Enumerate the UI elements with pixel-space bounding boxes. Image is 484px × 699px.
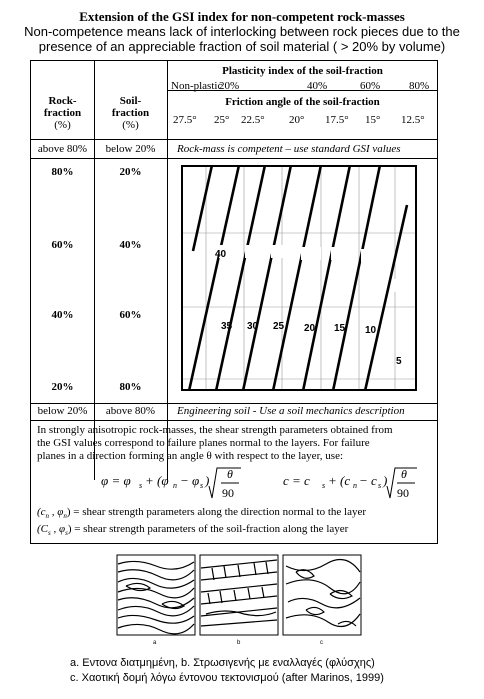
plasticity-nonplastic: Non-plastic xyxy=(171,80,223,92)
gsi-table xyxy=(30,60,438,544)
svg-text:− φ: − φ xyxy=(180,473,200,488)
gsi-label-35: 35 xyxy=(221,321,233,332)
soil-above-80: above 80% xyxy=(105,405,156,417)
soil-fraction-header: Soil- fraction (%) xyxy=(111,95,150,131)
svg-text:θ: θ xyxy=(227,467,233,481)
divider-above80 xyxy=(31,158,437,159)
soil-60: 60% xyxy=(119,309,142,321)
definition-soil: ($C_s$ , $\varphi_s$) = shear strength parameters of the soil-fraction along the layer xyxy=(37,523,349,538)
gsi-line-30 xyxy=(216,165,265,391)
friction-header: Friction angle of the soil-fraction xyxy=(225,96,380,108)
subtitle-line-1: Non-competence means lack of interlocking between rock pieces due to the xyxy=(24,24,460,39)
chart-frame xyxy=(182,166,416,390)
gsi-line-15 xyxy=(303,165,350,391)
svg-text:): ) xyxy=(205,473,210,488)
friction-20: 20° xyxy=(289,114,305,126)
rock-20: 20% xyxy=(51,381,74,393)
soil-20: 20% xyxy=(119,166,142,178)
plasticity-20: 20% xyxy=(219,80,240,92)
page-title: Extension of the GSI index for non-competent rock-masses xyxy=(79,9,405,24)
friction-27-5: 27.5° xyxy=(173,114,197,126)
plasticity-header: Plasticity index of the soil-fraction xyxy=(222,65,383,77)
rock-fraction-header: Rock- fraction (%) xyxy=(43,95,82,131)
gsi-line-25 xyxy=(243,165,291,391)
anisotropy-note: In strongly anisotropic rock-masses, the shear strength parameters obtained from the GSI values correspond to failure planes normal to the layers. For failure planes in a direction forming an angle θ with respect to the layer, use: xyxy=(37,424,393,462)
friction-22-5: 22.5° xyxy=(241,114,265,126)
caption-line-2: c. Χαοτική δομή λόγω έντονου τεκτονισμού (after Marinos, 1999) xyxy=(70,672,384,684)
gsi-chart xyxy=(181,165,417,391)
soil-80: 80% xyxy=(119,381,142,393)
sketch-b-layered xyxy=(201,560,277,626)
svg-text:n: n xyxy=(353,481,357,490)
svg-text:s: s xyxy=(139,481,143,490)
gsi-label-40: 40 xyxy=(215,249,227,260)
gsi-line-35 xyxy=(189,165,239,391)
gsi-label-20: 20 xyxy=(304,323,316,334)
caption-line-1: a. Εντονα διατμημένη, b. Στρωσιγενής με εναλλαγές (φλύσχης) xyxy=(70,657,375,669)
rock-40: 40% xyxy=(51,309,74,321)
gsi-label-30: 30 xyxy=(247,321,259,332)
svg-text:θ: θ xyxy=(401,467,407,481)
svg-text:+ (c: + (c xyxy=(328,473,351,488)
sketch-label-c: c xyxy=(320,640,323,646)
rock-above-80: above 80% xyxy=(37,143,88,155)
plasticity-60: 60% xyxy=(360,80,381,92)
sketch-c-chaotic xyxy=(286,560,360,627)
chart-grid xyxy=(181,165,417,391)
sketch-c-frame xyxy=(283,555,361,635)
gsi-label-25: 25 xyxy=(273,321,285,332)
friction-15: 15° xyxy=(365,114,381,126)
friction-25: 25° xyxy=(214,114,230,126)
friction-12-5: 12.5° xyxy=(401,114,425,126)
rock-60: 60% xyxy=(51,239,74,251)
divider-soil-chart xyxy=(167,61,168,480)
strength-equations xyxy=(101,464,421,504)
sketch-label-b: b xyxy=(237,640,241,646)
soil-40: 40% xyxy=(119,239,142,251)
soil-below-20: below 20% xyxy=(105,143,156,155)
engineering-soil-note: Engineering soil - Use a soil mechanics description xyxy=(177,405,405,417)
svg-text:): ) xyxy=(383,473,388,488)
svg-text:n: n xyxy=(173,481,177,490)
sketches-svg xyxy=(116,554,364,648)
plasticity-40: 40% xyxy=(307,80,328,92)
eq-c-left: c = c xyxy=(283,473,310,488)
divider-below20 xyxy=(31,420,437,421)
gsi-line-20 xyxy=(273,165,321,391)
gsi-contour-lines xyxy=(189,165,407,391)
divider-header xyxy=(31,139,437,140)
gsi-label-10: 10 xyxy=(365,325,377,336)
gsi-line-40 xyxy=(193,165,212,251)
gsi-label-5: 5 xyxy=(396,356,402,367)
svg-text:+ (φ: + (φ xyxy=(145,473,169,488)
gsi-label-15: 15 xyxy=(334,323,346,334)
rock-structure-sketches xyxy=(116,554,364,648)
competent-note: Rock-mass is competent – use standard GSI values xyxy=(177,143,401,155)
sketch-label-a: a xyxy=(153,640,157,646)
eq-phi-left: φ = φ xyxy=(101,473,131,488)
plasticity-80: 80% xyxy=(409,80,430,92)
friction-17-5: 17.5° xyxy=(325,114,349,126)
subtitle-line-2: presence of an appreciable fraction of soil material ( > 20% by volume) xyxy=(38,39,446,54)
sketch-a-sheared xyxy=(118,561,194,633)
definition-normal: ($c_n$ , $\varphi_n$) = shear strength parameters along the direction normal to the layer xyxy=(37,506,367,521)
svg-text:s: s xyxy=(200,481,204,490)
svg-text:90: 90 xyxy=(222,486,234,500)
rock-below-20: below 20% xyxy=(37,405,88,417)
divider-chart-bottom xyxy=(31,403,437,404)
svg-text:s: s xyxy=(378,481,382,490)
svg-text:− c: − c xyxy=(359,473,377,488)
svg-text:s: s xyxy=(322,481,326,490)
rock-80: 80% xyxy=(51,166,74,178)
svg-text:90: 90 xyxy=(397,486,409,500)
